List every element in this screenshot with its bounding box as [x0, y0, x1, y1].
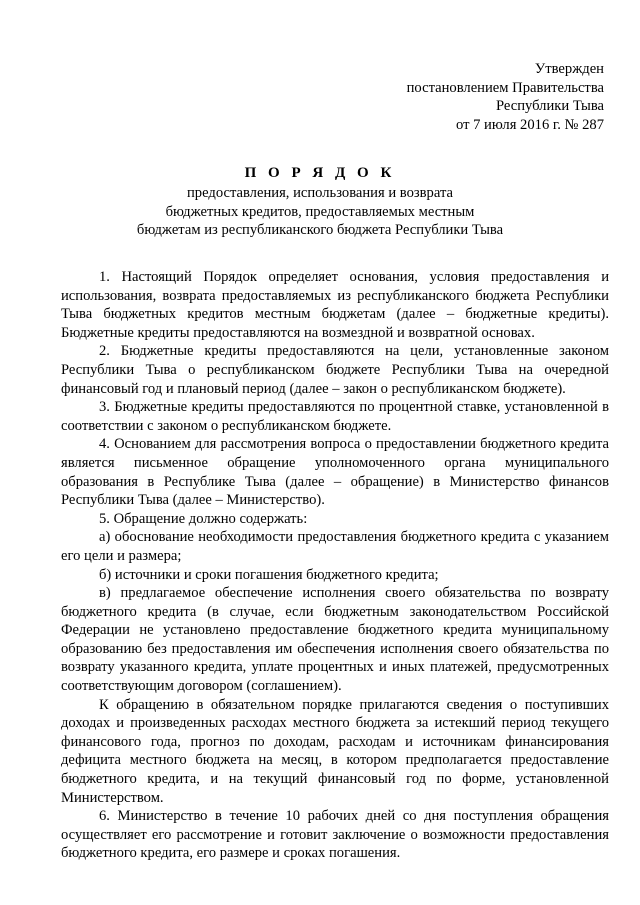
paragraph-3: 3. Бюджетные кредиты предоставляются по процентной ставке, установленной в соответствии с законом о республиканском бюджете.	[61, 399, 609, 434]
paragraph-attachments: К обращению в обязательном порядке прилагаются сведения о поступивших доходах и произведенных расходах местного бюджета за истекший период текущего финансового года, прогноз по доходам, расходам и источникам финансирования дефицита местного бюджета на месяц, в котором предполагается предоставление бюджетного кредита, и на текущий финансовый год по форме, установленной Министерством.	[61, 696, 609, 806]
paragraph-5: 5. Обращение должно содержать:	[99, 510, 308, 527]
approval-line: постановлением Правительства	[406, 79, 604, 96]
paragraph-1: 1. Настоящий Порядок определяет основания, условия предоставления и использования, возврата предоставляемых из республиканского бюджета Республики Тыва бюджетных кредитов местным бюджетам (далее – бюджетные кредиты). Бюджетные кредиты предоставляются на возмездной и возвратной основах.	[61, 269, 609, 341]
paragraph-2: 2. Бюджетные кредиты предоставляются на цели, установленные законом Республики Тыва о республиканском бюджете Республики Тыва на очередной финансовый год и плановый период (далее – закон о республиканском бюджете).	[61, 343, 609, 397]
paragraph-5b: б) источники и сроки погашения бюджетного кредита;	[99, 566, 439, 583]
paragraph-4: 4. Основанием для рассмотрения вопроса о предоставлении бюджетного кредита является письменное обращение уполномоченного органа муниципального образования в Республике Тыва (далее – обращение) в Министерство финансов Республики Тыва (далее – Министерство).	[61, 436, 609, 509]
paragraph-5a: а) обоснование необходимости предоставления бюджетного кредита с указанием его цели и размера;	[61, 529, 609, 564]
approval-date-line: от 7 июля 2016 г. № 287	[455, 116, 604, 133]
subtitle-line: бюджетам из республиканского бюджета Республики Тыва	[136, 222, 504, 239]
approval-line: Республики Тыва	[495, 98, 604, 115]
approval-line: Утвержден	[534, 61, 604, 77]
subtitle-line: предоставления, использования и возврата	[187, 185, 453, 201]
paragraph-5c: в) предлагаемое обеспечение исполнения своего обязательства по возврату бюджетного кредита (в случае, если бюджетным законодательством Российской Федерации не установлено предоставление бюджетного кредита муниципальному образованию без предоставления им обеспечения исполнения своего обязательства по возврату указанного кредита, уплате процентных и иных платежей, предусмотренных соответствующим договором (соглашением).	[61, 585, 609, 695]
document-body	[61, 268, 609, 863]
subtitle-line: бюджетных кредитов, предоставляемых местным	[165, 203, 475, 220]
document-subtitle	[0, 184, 640, 240]
document-title: П О Р Я Д О К	[244, 165, 396, 181]
approval-block	[344, 60, 604, 134]
paragraph-6: 6. Министерство в течение 10 рабочих дней со дня поступления обращения осуществляет его рассмотрение и готовит заключение о возможности предоставления бюджетного кредита, его размере и сроках погашения.	[61, 808, 609, 862]
